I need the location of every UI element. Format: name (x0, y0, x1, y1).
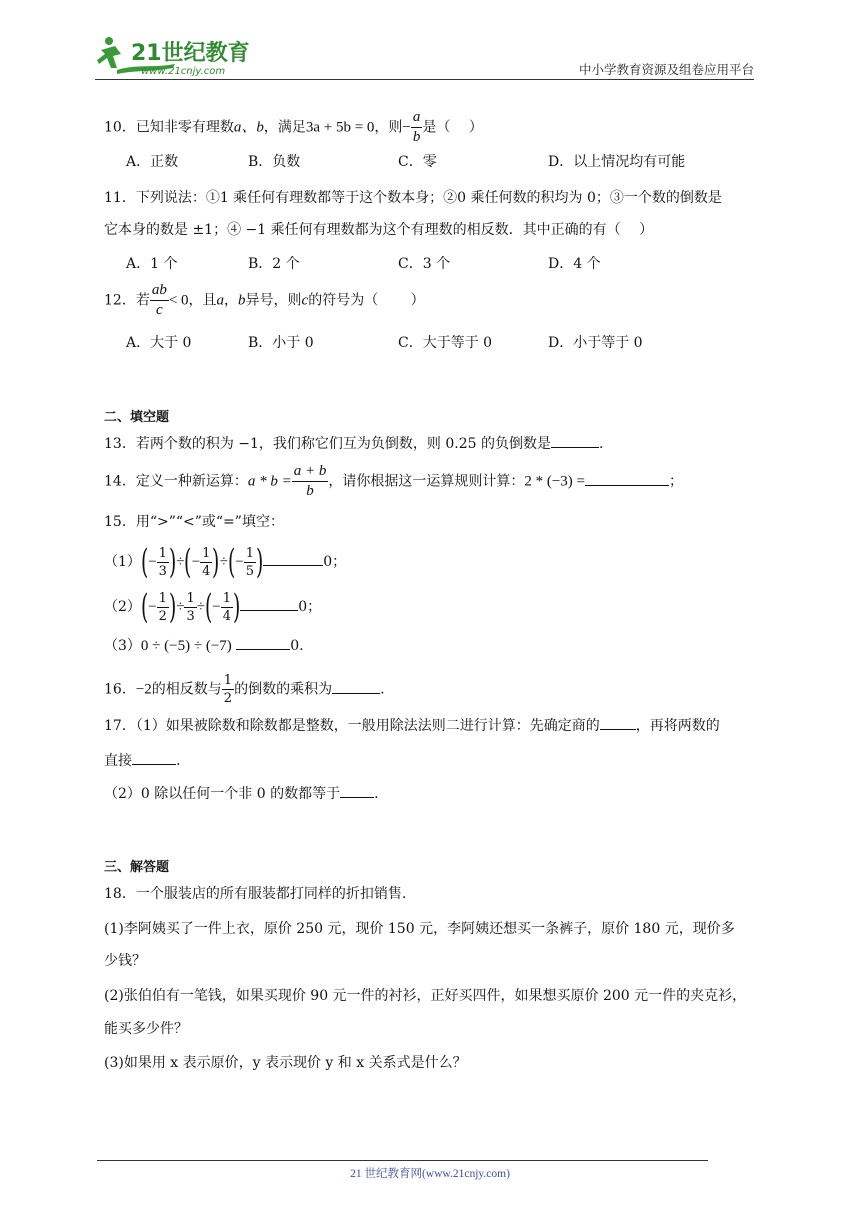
question-18-part1b: 少钱？ (104, 953, 146, 969)
svg-text:21世纪教育: 21世纪教育 (131, 41, 250, 66)
q10-option-a: A．正数 (126, 154, 179, 170)
answer-blank[interactable] (236, 635, 290, 650)
footer-link[interactable]: 21 世纪教育网(www.21cnjy.com) (350, 1168, 510, 1180)
question-14: 14．定义一种新运算：a * b = $\frac{a + b}{b}$ ，请你根据这一运算规则计算：2 * (−3) = ； (104, 463, 683, 499)
q12-option-d: D．小于等于 0 (548, 335, 643, 351)
q10-option-b: B．负数 (248, 154, 301, 170)
site-logo (95, 34, 265, 80)
svg-text:www.21cnjy.com: www.21cnjy.com (141, 66, 226, 77)
question-11-line2: 它本身的数是 ±1；④ −1 乘任何有理数都为这个有理数的相反数．其中正确的有（ ） (104, 222, 654, 238)
question-17-line3: （2）0 除以任何一个非 0 的数都等于 . (104, 783, 379, 803)
answer-blank[interactable] (132, 750, 176, 765)
header-divider (95, 79, 754, 80)
q11-option-a: A．1 个 (126, 256, 178, 272)
question-18-part1a: (1)李阿姨买了一件上衣，原价 250 元，现价 150 元，李阿姨还想买一条裤子，原价 180 元，现价多 (104, 921, 735, 937)
section-fill-in: 二、填空题 (104, 410, 170, 425)
platform-name: 中小学教育资源及组卷应用平台 (578, 62, 754, 77)
answer-blank[interactable] (340, 783, 374, 798)
q11-option-d: D．4 个 (548, 256, 601, 272)
q10-option-c: C．零 (398, 154, 437, 170)
question-18-title: 18．一个服装店的所有服装都打同样的折扣销售. (104, 886, 407, 902)
answer-blank[interactable] (585, 471, 669, 486)
question-15-part1: （1）(− $\frac{1}{3}$ )÷(− $\frac{1}{4}$ )÷(− $\frac{1}{5}$ ) 0； (104, 542, 347, 582)
answer-blank[interactable] (240, 596, 298, 611)
q10-option-d: D．以上情况均有可能 (548, 154, 686, 170)
answer-blank[interactable] (551, 433, 599, 448)
question-18-part3: (3)如果用 x 表示原价，y 表示现价 y 和 x 关系式是什么？ (104, 1055, 467, 1071)
q11-option-b: B．2 个 (248, 256, 300, 272)
q12-option-a: A．大于 0 (126, 335, 192, 351)
question-18-part2b: 能买多少件？ (104, 1021, 188, 1037)
question-13: 13．若两个数的积为 −1，我们称它们互为负倒数，则 0.25 的负倒数是 . (104, 433, 603, 453)
question-15-title: 15．用“>”“<”或“=”填空： (104, 514, 284, 530)
answer-blank[interactable] (600, 715, 636, 730)
question-15-part2: （2）(− $\frac{1}{2}$ )÷ $\frac{1}{3}$ ÷(− $\frac{1}{4}$ ) 0； (104, 587, 322, 627)
question-16: 16．−2的相反数与 $\frac{1}{2}$ 的倒数的乘积为 . (104, 673, 385, 706)
q11-option-c: C．3 个 (398, 256, 451, 272)
question-18-part2a: (2)张伯伯有一笔钱，如果买现价 90 元一件的衬衫，正好买四件，如果想买原价 200 元一件的夹克衫， (104, 988, 747, 1004)
question-17-line2: 直接 . (104, 750, 180, 770)
q12-option-b: B．小于 0 (248, 335, 314, 351)
section-answer: 三、解答题 (104, 860, 170, 875)
answer-blank[interactable] (263, 551, 323, 566)
q12-option-c: C．大于等于 0 (398, 335, 493, 351)
footer-divider (97, 1160, 708, 1161)
answer-blank[interactable] (332, 679, 380, 694)
question-11-line1: 11．下列说法：①1 乘任何有理数都等于这个数本身；②0 乘任何数的积均为 0；③一个数的倒数是 (104, 190, 722, 206)
question-12: 12．若 $\frac{ab}{c}$ < 0，且a，b异号，则c的符号为（ ） (104, 282, 425, 318)
question-15-part3: （3）0 ÷ (−5) ÷ (−7) 0. (104, 635, 304, 655)
question-10: 10．已知非零有理数a、b，满足3a + 5b = 0，则− $\frac{a}{b}$ 是（ ） (104, 109, 483, 145)
question-17-line1: 17．（1）如果被除数和除数都是整数，一般用除法法则二进行计算：先确定商的 ，再将两数的 (104, 715, 720, 735)
